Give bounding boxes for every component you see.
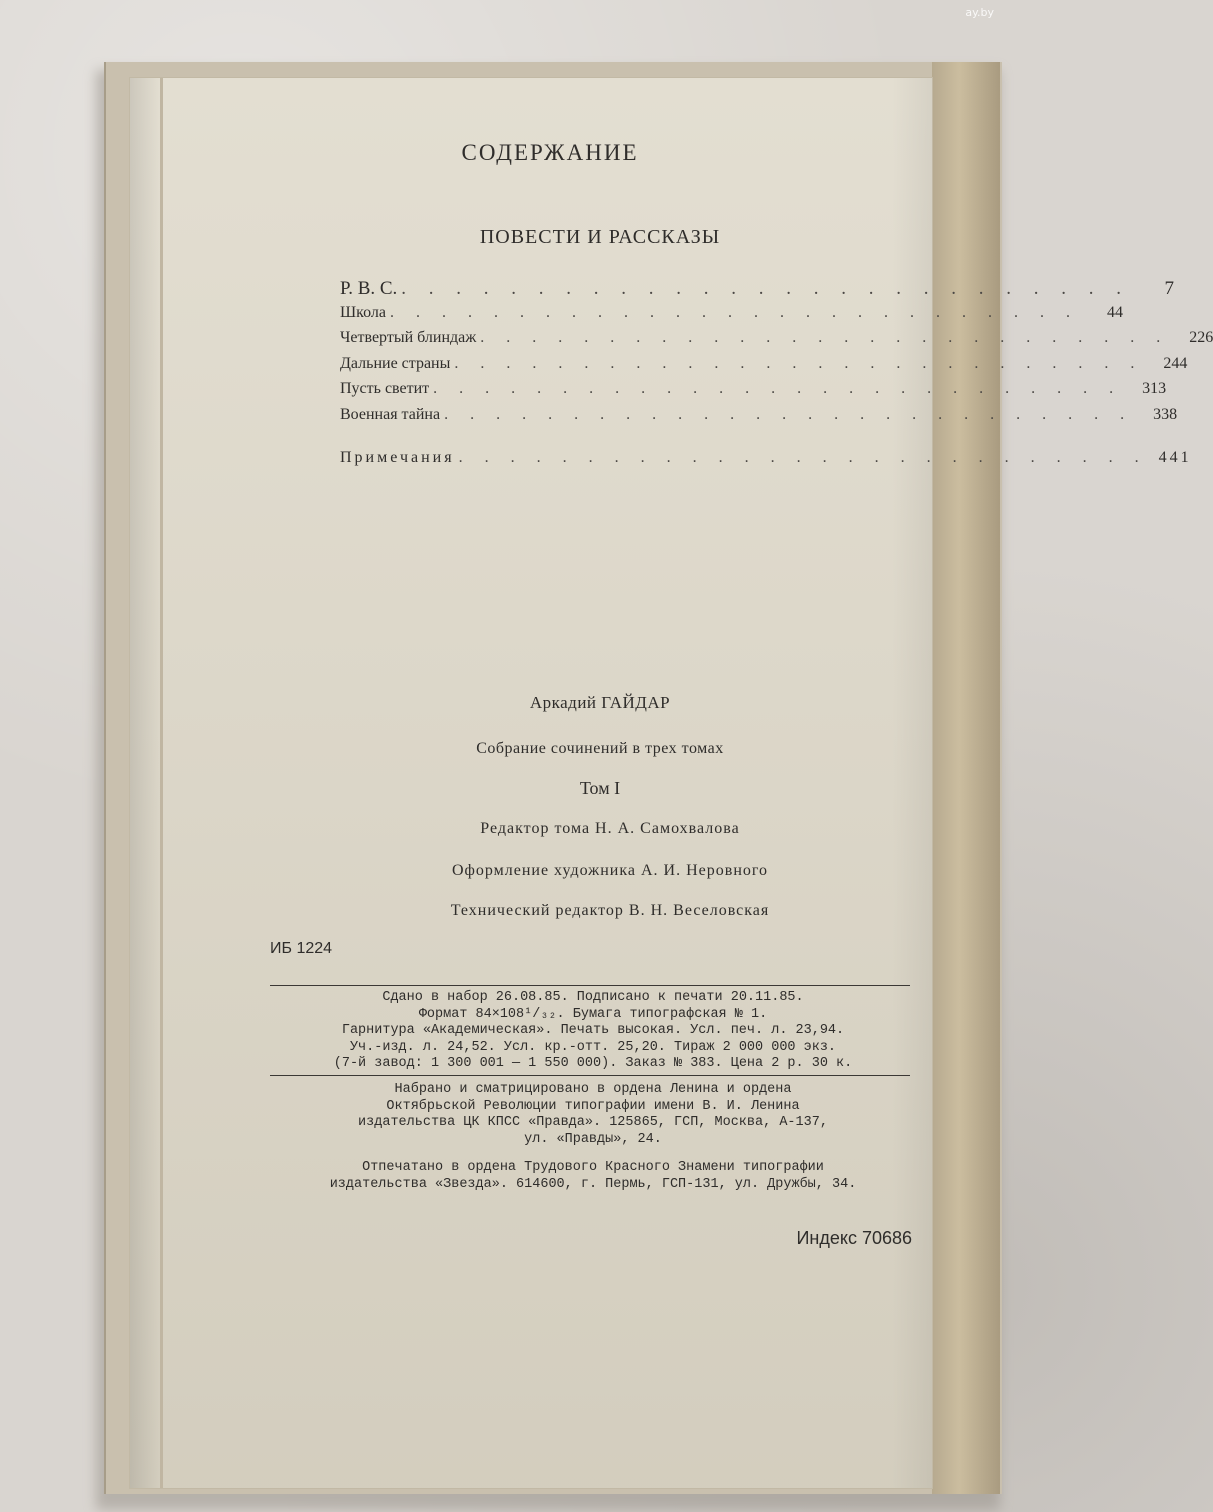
toc-entry-page: 313 [1142, 380, 1167, 397]
toc-leader-dots: . . . . . . . . . . . . . . . . . . . . . . . . . . . [401, 278, 1131, 299]
toc-entry-title: Дальние страны [340, 354, 451, 372]
volume-editor: Редактор тома Н. А. Самохвалова [480, 820, 740, 837]
toc-entry-title: Четвертый блиндаж [340, 329, 477, 346]
print-line: Сдано в набор 26.08.85. Подписано к печати 20.11.85. [382, 990, 804, 1005]
site-watermark: ay.by [965, 6, 994, 19]
printed-line: Отпечатано в ордена Трудового Красного Знамени типографии [362, 1160, 824, 1175]
typeset-line: Набрано и сматрицировано в ордена Ленина и ордена [394, 1082, 792, 1097]
toc-entry-title: Примечания [340, 449, 455, 466]
toc-entry [340, 380, 1167, 406]
print-line: Гарнитура «Академическая». Печать высокая. Усл. печ. л. 23,94. [341, 1023, 845, 1039]
toc-list [340, 278, 1213, 475]
toc-entry [340, 278, 1175, 304]
page-fold-line [160, 78, 163, 1488]
author-name: Аркадий ГАЙДАР [529, 693, 671, 712]
toc-section-title: ПОВЕСТИ И РАССКАЗЫ [479, 226, 721, 248]
toc-entry-title: Школа [340, 303, 386, 321]
typesetting-info [268, 1082, 918, 1148]
facing-page-edge [932, 62, 1000, 1494]
print-line: (7-й завод: 1 300 001 — 1 550 000). Заказ № 383. Цена 2 р. 30 к. [333, 1056, 853, 1072]
typeset-line: Октябрьской Революции типографии имени В. И. Ленина [386, 1098, 800, 1114]
catalog-index: Индекс 70686 [796, 1228, 912, 1248]
toc-leader-dots: . . . . . . . . . . . . . . . . . . . . . . . . . . . [454, 354, 1144, 372]
toc-entry [340, 354, 1188, 381]
toc-entry-title: Р. В. С. [340, 278, 398, 299]
divider [270, 1075, 910, 1076]
typeset-line: издательства ЦК КПСС «Правда». 125865, ГСП, Москва, А-137, [358, 1115, 828, 1131]
print-details [268, 990, 918, 1073]
volume-number: Том I [579, 778, 621, 798]
collection-title: Собрание сочинений в трех томах [476, 740, 724, 757]
toc-leader-dots: . . . . . . . . . . . . . . . . . . . . . . . . . . . [444, 405, 1134, 423]
toc-entry-page: 226 [1189, 329, 1213, 346]
toc-entry-title: Пусть светит [340, 380, 430, 397]
toc-entry-page: 338 [1153, 405, 1178, 423]
toc-entry [340, 303, 1123, 330]
printed-line: издательства «Звезда». 614600, г. Пермь, ГСП-131, ул. Дружбы, 34. [329, 1176, 857, 1192]
print-line: Формат 84×108¹/₃₂. Бумага типографская № 1. [418, 1006, 768, 1022]
toc-notes-entry [340, 449, 1192, 475]
technical-editor: Технический редактор В. Н. Веселовская [450, 902, 770, 919]
toc-entry [340, 329, 1213, 355]
toc-entry-page: 44 [1106, 303, 1123, 321]
toc-title: СОДЕРЖАНИЕ [461, 140, 639, 165]
toc-leader-dots: . . . . . . . . . . . . . . . . . . . . . . . . . . . [458, 449, 1148, 466]
toc-entry [340, 405, 1178, 432]
toc-leader-dots: . . . . . . . . . . . . . . . . . . . . . . . . . . . [389, 303, 1079, 321]
toc-entry-title: Военная тайна [340, 405, 441, 423]
print-line: Уч.-изд. л. 24,52. Усл. кр.-отт. 25,20. Тираж 2 000 000 экз. [349, 1039, 837, 1055]
toc-leader-dots: . . . . . . . . . . . . . . . . . . . . . . . . . . . [433, 380, 1123, 397]
divider [270, 985, 910, 986]
printing-house-info [268, 1160, 918, 1193]
toc-entry-page: 7 [1164, 278, 1175, 299]
typeset-line: ул. «Правды», 24. [524, 1131, 662, 1147]
ib-number: ИБ 1224 [270, 940, 333, 957]
cover-designer: Оформление художника А. И. Неровного [451, 862, 769, 879]
toc-entry-page: 441 [1158, 449, 1192, 466]
toc-entry-page: 244 [1163, 354, 1188, 372]
toc-leader-dots: . . . . . . . . . . . . . . . . . . . . . . . . . . . [480, 329, 1170, 346]
